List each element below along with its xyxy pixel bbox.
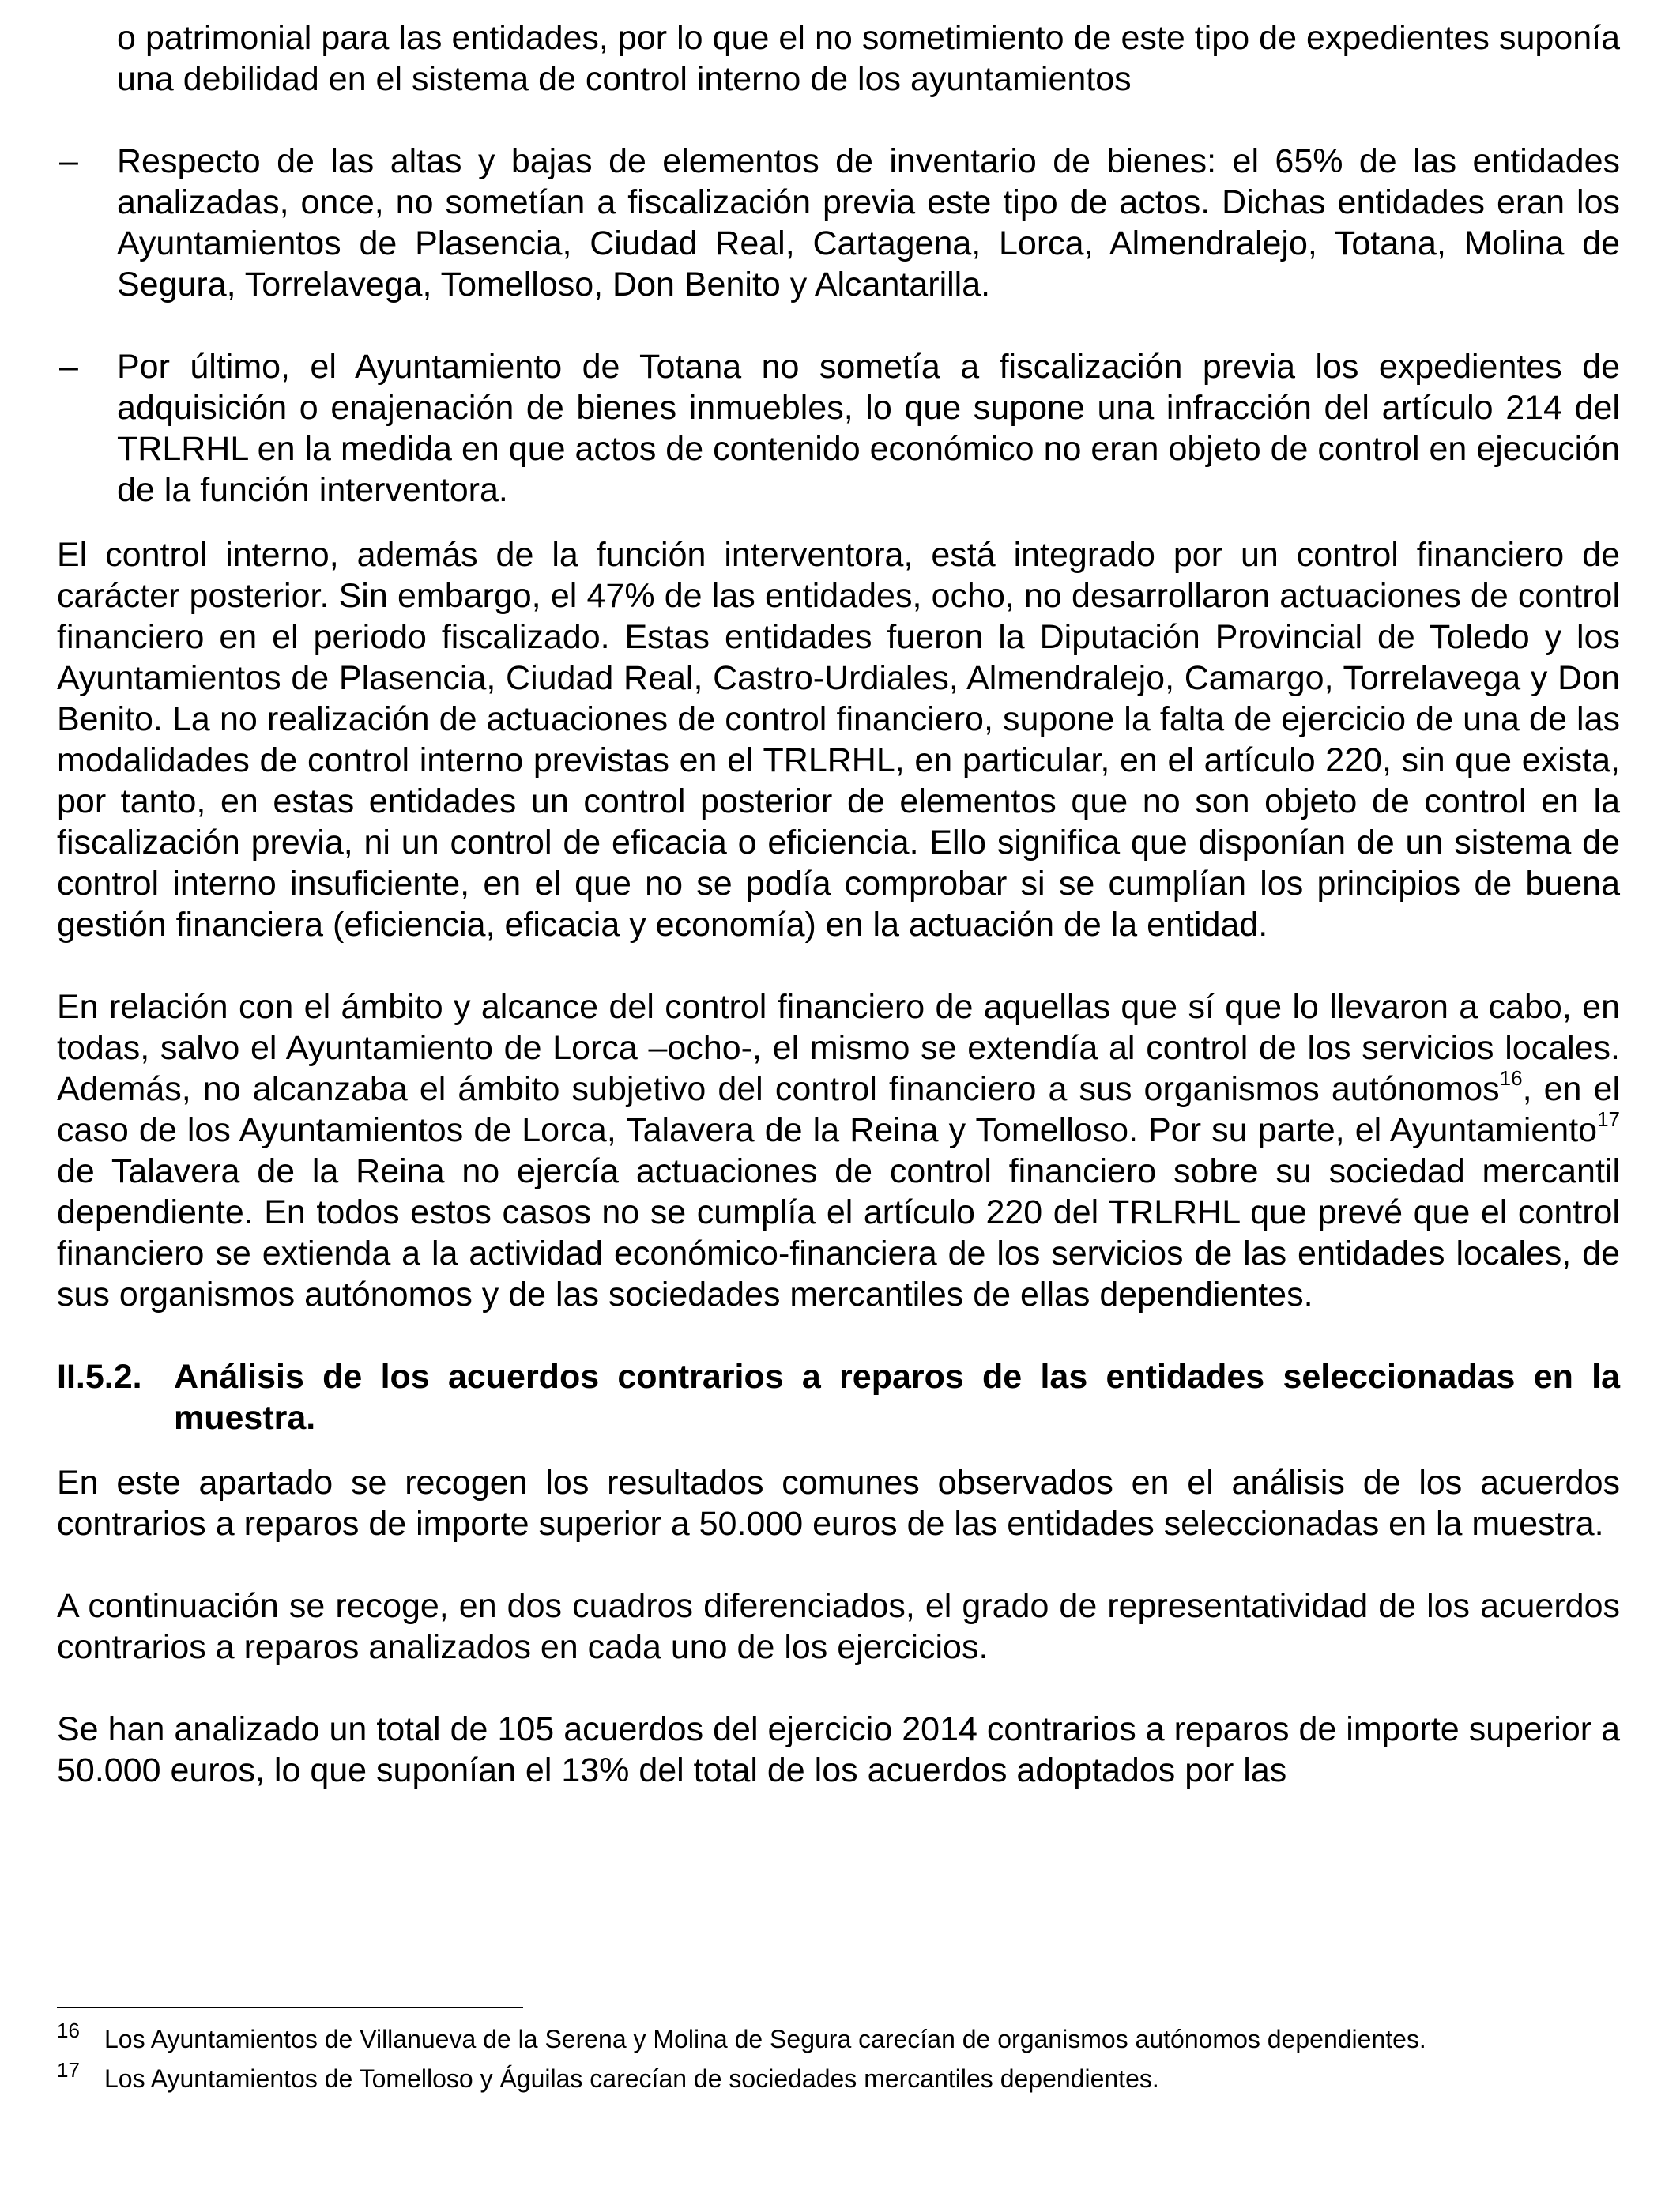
bullet-text: Respecto de las altas y bajas de elementos de inventario de bienes: el 65% de las entidades analizadas, once, no sometían a fiscalización previa este tipo de actos. Dichas entidades eran los Ayuntamientos de Plasencia, Ciudad Real, Cartagena, Lorca, Almendralejo, Totana, Molina de Segura, Torrelavega, Tomelloso, Don Benito y Alcantarilla.	[117, 142, 1620, 303]
footnote-text: Los Ayuntamientos de Villanueva de la Serena y Molina de Segura carecían de organismos autónomos dependientes.	[104, 2025, 1426, 2053]
footnote-number: 17	[57, 2058, 80, 2082]
paragraph-text: de Talavera de la Reina no ejercía actuaciones de control financiero sobre su sociedad mercantil dependiente. En todos estos casos no se cumplía el artículo 220 del TRLRHL que prevé que el control financiero se extienda a la actividad económico-financiera de los servicios de las entidades locales, de sus organismos autónomos y de las sociedades mercantiles de ellas dependientes.	[57, 1152, 1620, 1314]
footnotes	[57, 2019, 1620, 2102]
continuation-paragraph: o patrimonial para las entidades, por lo que el no sometimiento de este tipo de expedientes suponía una debilidad en el sistema de control interno de los ayuntamientos	[117, 19, 1620, 98]
section-number: II.5.2.	[57, 1358, 142, 1396]
section-heading	[57, 1356, 1620, 1438]
dash-marker: –	[59, 348, 78, 386]
paragraph-ambito-alcance	[57, 986, 1620, 1315]
dash-marker: –	[59, 142, 78, 180]
bullet-text: Por último, el Ayuntamiento de Totana no sometía a fiscalización previa los expedientes de adquisición o enajenación de bienes inmuebles, lo que supone una infracción del artículo 214 del TRLRHL en la medida en que actos de contenido económico no eran objeto de control en ejecución de la función interventora.	[117, 348, 1620, 509]
footnote-separator	[57, 2007, 523, 2008]
document-body	[57, 17, 1620, 1791]
paragraph-text: En relación con el ámbito y alcance del control financiero de aquellas que sí que lo llevaron a cabo, en todas, salvo el Ayuntamiento de Lorca –ocho-, el mismo se extendía al control de los servicios locales. Además, no alcanzaba el ámbito subjetivo del control financiero a sus organismos autónomos	[57, 988, 1620, 1108]
paragraph-apartado: En este apartado se recogen los resultados comunes observados en el análisis de los acuerdos contrarios a reparos de importe superior a 50.000 euros de las entidades seleccionadas en la muestra.	[57, 1464, 1620, 1543]
bullet-item-inventario	[57, 141, 1620, 305]
footnote-number: 16	[57, 2019, 80, 2042]
bullet-item-totana	[57, 346, 1620, 511]
paragraph-analizado: Se han analizado un total de 105 acuerdos del ejercicio 2014 contrarios a reparos de importe superior a 50.000 euros, lo que suponían el 13% del total de los acuerdos adoptados por las	[57, 1710, 1620, 1789]
section-title: Análisis de los acuerdos contrarios a reparos de las entidades seleccionadas en la muestra.	[174, 1358, 1620, 1437]
footnote-17	[57, 2058, 1620, 2094]
footnote-reference[interactable]: 17	[1597, 1106, 1620, 1131]
footnote-reference[interactable]: 16	[1499, 1065, 1523, 1090]
paragraph-continuacion: A continuación se recoge, en dos cuadros diferenciados, el grado de representatividad de los acuerdos contrarios a reparos analizados en cada uno de los ejercicios.	[57, 1587, 1620, 1666]
footnote-16	[57, 2019, 1620, 2055]
paragraph-text: , en el caso de los Ayuntamientos de Lorca, Talavera de la Reina y Tomelloso. Por su parte, el Ayuntamiento	[57, 1070, 1621, 1149]
paragraph-control-interno: El control interno, además de la función interventora, está integrado por un control financiero de carácter posterior. Sin embargo, el 47% de las entidades, ocho, no desarrollaron actuaciones de control financiero en el periodo fiscalizado. Estas entidades fueron la Diputación Provincial de Toledo y los Ayuntamientos de Plasencia, Ciudad Real, Castro-Urdiales, Almendralejo, Camargo, Torrelavega y Don Benito. La no realización de actuaciones de control financiero, supone la falta de ejercicio de una de las modalidades de control interno previstas en el TRLRHL, en particular, en el artículo 220, sin que exista, por tanto, en estas entidades un control posterior de elementos que no son objeto de control en la fiscalización previa, ni un control de eficacia o eficiencia. Ello significa que disponían de un sistema de control interno insuficiente, en el que no se podía comprobar si se cumplían los principios de buena gestión financiera (eficiencia, eficacia y economía) en la actuación de la entidad.	[57, 536, 1620, 944]
footnote-text: Los Ayuntamientos de Tomelloso y Águilas carecían de sociedades mercantiles dependientes.	[104, 2064, 1159, 2093]
